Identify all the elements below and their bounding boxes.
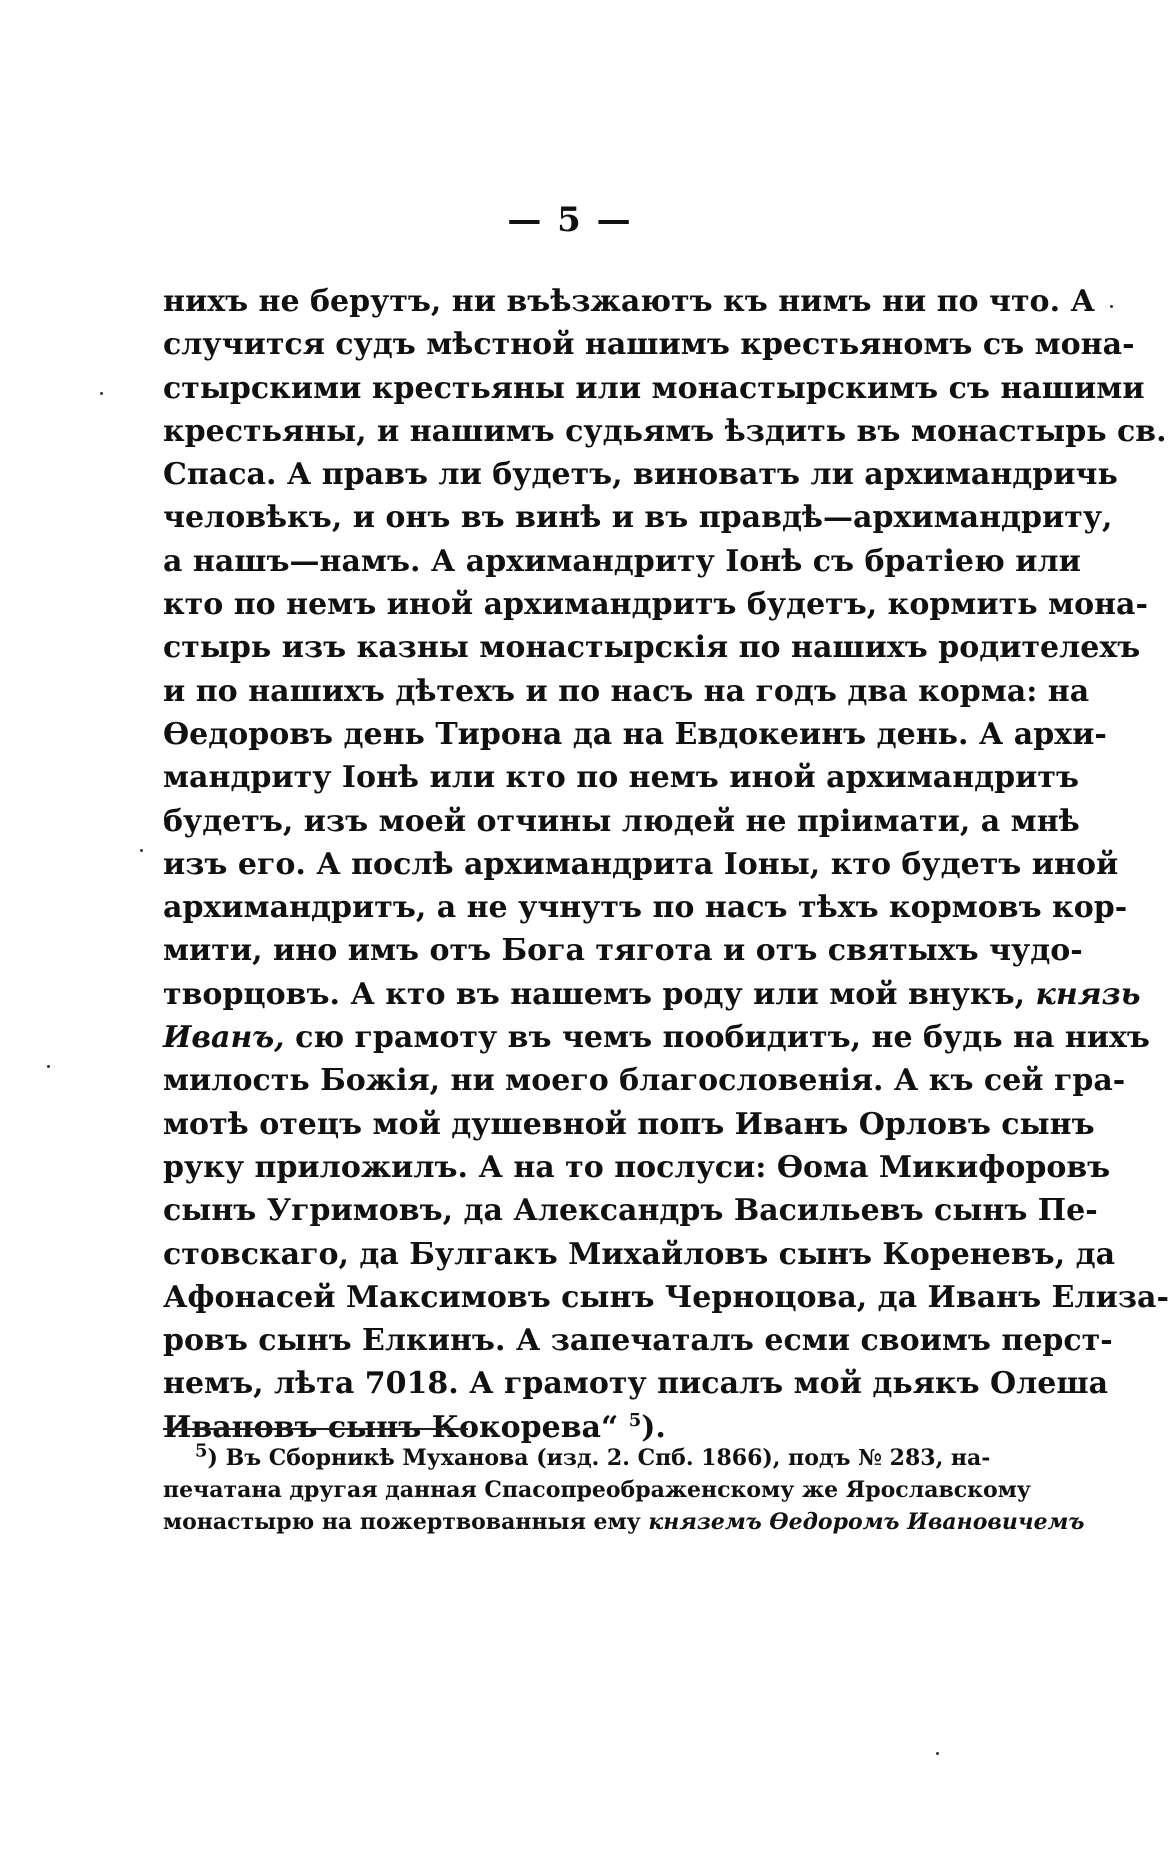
text-segment: сю грамоту въ чемъ пообидитъ, не будь на нихъ xyxy=(295,1020,1150,1056)
italic-name: Иванъ, xyxy=(163,1020,285,1056)
text-line: и по нашихъ дѣтехъ и по насъ на годъ два корма: на xyxy=(163,673,1090,709)
text-segment: Ивановъ сынъ Кокорева“ xyxy=(163,1409,619,1445)
text-line: сынъ Угримовъ, да Александръ Васильевъ сынъ Пе- xyxy=(163,1193,1098,1229)
text-line: Спаса. А правъ ли будетъ, виноватъ ли архимандричь xyxy=(163,457,1118,493)
text-line: милость Божія, ни моего благословенія. А къ сей гра- xyxy=(163,1063,1126,1099)
text-line: кто по немъ иной архимандритъ будетъ, кормить мона- xyxy=(163,587,1148,623)
footnote-line xyxy=(163,1440,991,1474)
text-line: мотѣ отецъ мой душевной попъ Иванъ Орловъ сынъ xyxy=(163,1106,1095,1142)
text-line: стырь изъ казны монастырскія по нашихъ родителехъ xyxy=(163,630,1141,666)
text-segment: творцовъ. А кто въ нашемъ роду или мой внукъ, xyxy=(163,976,1026,1012)
text-segment: ). xyxy=(641,1409,666,1445)
text-line: изъ его. А послѣ архимандрита Іоны, кто будетъ иной xyxy=(163,846,1119,882)
text-line: крестьяны, и нашимъ судьямъ ѣздить въ монастырь св. xyxy=(163,413,1167,449)
text-line: Ѳедоровъ день Тирона да на Евдокеинъ день. А архи- xyxy=(163,716,1107,752)
text-line: руку приложилъ. А на то послуси: Ѳома Микифоровъ xyxy=(163,1149,1111,1185)
text-line: немъ, лѣта 7018. А грамоту писалъ мой дьякъ Олеша xyxy=(163,1366,1109,1402)
footnote-divider xyxy=(163,1428,468,1430)
text-line-with-italic xyxy=(163,1016,1150,1059)
text-line: ровъ сынъ Елкинъ. А запечаталъ есми своимъ перст- xyxy=(163,1323,1113,1359)
text-line: нихъ не берутъ, ни въѣзжаютъ къ нимъ ни по что. А xyxy=(163,284,1095,319)
text-line: мити, ино имъ отъ Бога тягота и отъ святыхъ чудо- xyxy=(163,933,1083,969)
footnote-reference: 5 xyxy=(628,1409,642,1431)
footnote xyxy=(163,1440,1085,1538)
italic-name: князь xyxy=(1035,976,1141,1012)
text-line: Афонасей Максимовъ сынъ Черноцова, да Иванъ Елиза- xyxy=(163,1279,1169,1315)
main-text xyxy=(163,280,1169,1449)
footnote-text: монастырю на пожертвованныя ему xyxy=(163,1509,641,1535)
footnote-line xyxy=(163,1506,1085,1538)
footnote-text: ) Въ Сборникѣ Муханова (изд. 2. Спб. 1866), подъ № 283, на- xyxy=(207,1445,991,1471)
text-line: человѣкъ, и онъ въ винѣ и въ правдѣ—архимандриту, xyxy=(163,500,1113,536)
text-line: будетъ, изъ моей отчины людей не пріимати, а мнѣ xyxy=(163,803,1080,839)
print-speck xyxy=(140,849,143,852)
print-speck xyxy=(47,1065,50,1068)
print-speck xyxy=(100,392,103,395)
footnote-italic-name: княземъ Ѳедоромъ Ивановичемъ xyxy=(648,1509,1085,1535)
footnote-marker: 5 xyxy=(195,1440,208,1462)
footnote-line: печатана другая данная Спасопреображенскому же Ярославскому xyxy=(163,1477,1031,1503)
print-speck xyxy=(936,1752,939,1755)
text-line: стырскими крестьяны или монастырскимъ съ нашими xyxy=(163,370,1145,406)
text-line: а нашъ—намъ. А архимандриту Іонѣ съ братіею или xyxy=(163,543,1081,579)
text-line-with-italic xyxy=(163,973,1141,1016)
print-speck xyxy=(1110,305,1113,308)
text-line: случится судъ мѣстной нашимъ крестьяномъ съ мона- xyxy=(163,327,1135,363)
page-number: — 5 — xyxy=(507,200,633,240)
text-line: стовскаго, да Булгакъ Михайловъ сынъ Кореневъ, да xyxy=(163,1236,1116,1272)
text-line: архимандритъ, а не учнутъ по насъ тѣхъ кормовъ кор- xyxy=(163,890,1128,926)
text-line: мандриту Іонѣ или кто по немъ иной архимандритъ xyxy=(163,760,1079,796)
